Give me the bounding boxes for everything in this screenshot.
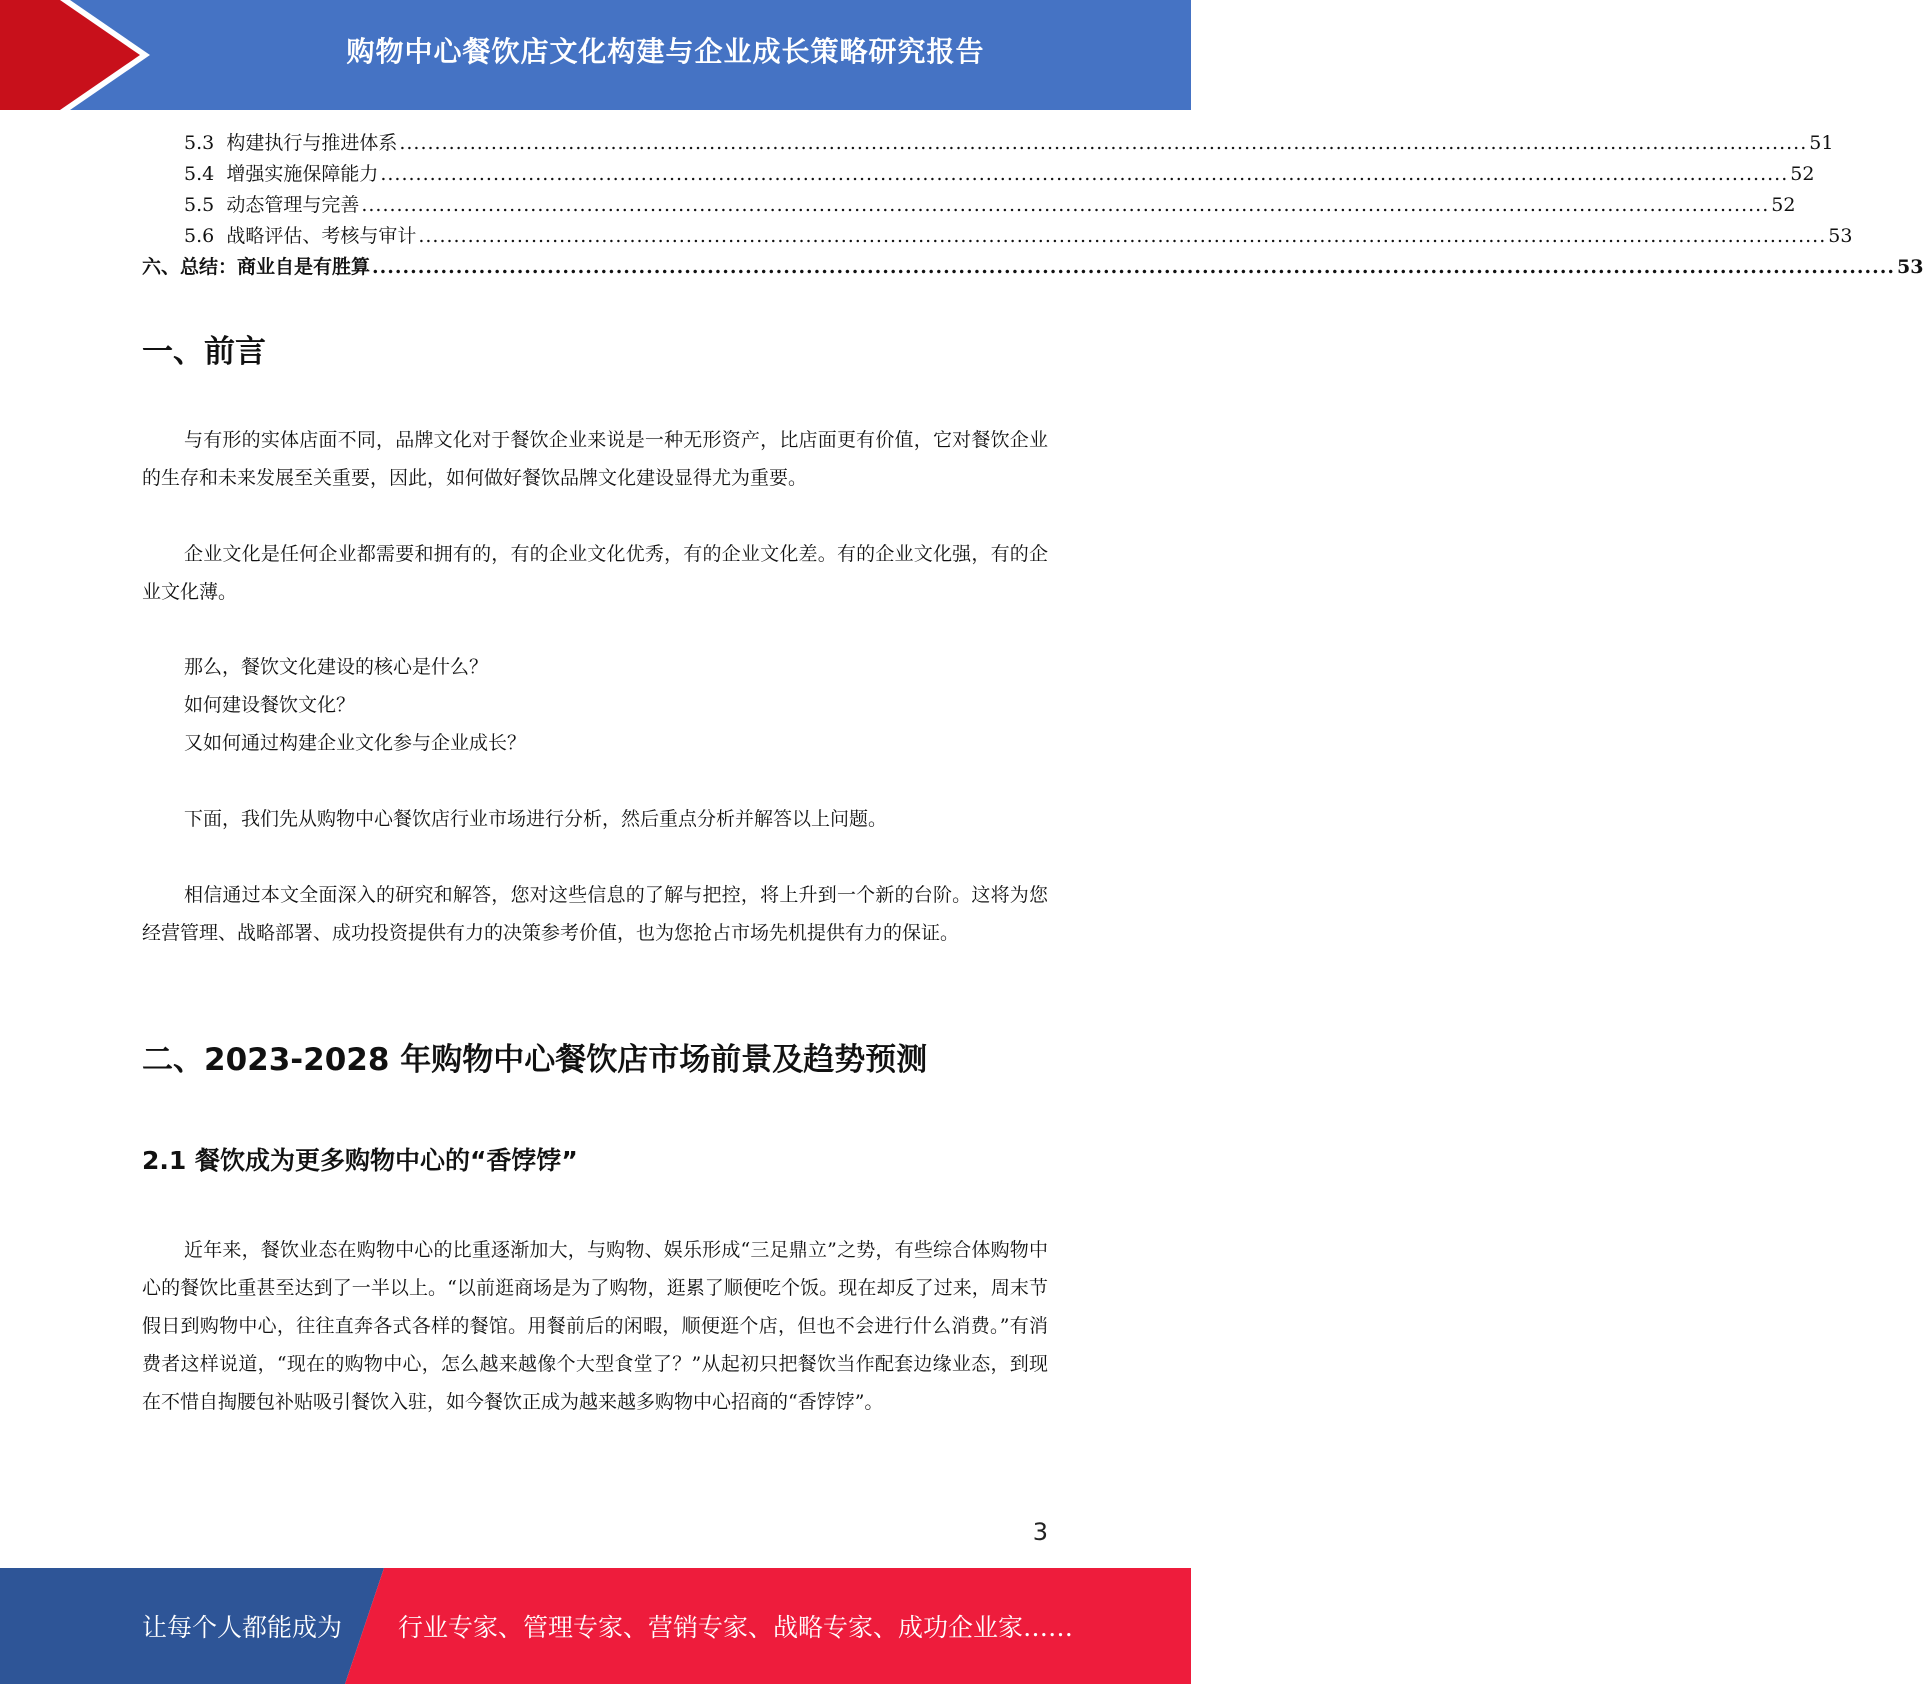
footer-slogan-left: 让每个人都能成为 xyxy=(142,1613,343,1642)
toc-leader-dots: ........................................................................................................................................................................................................ xyxy=(399,132,1808,154)
toc-entry[interactable] xyxy=(142,159,1815,190)
paragraph: 近年来，餐饮业态在购物中心的比重逐渐加大，与购物、娱乐形成“三足鼎立”之势，有些综合体购物中心的餐饮比重甚至达到了一半以上。“以前逛商场是为了购物，逛累了顺便吃个饭。现在却反了过来，周末节假日到购物中心，往往直奔各式各样的餐馆。用餐前后的闲暇，顺便逛个店，但也不会进行什么消费。”有消费者这样说道，“现在的购物中心，怎么越来越像个大型食堂了？”从起初只把餐饮当作配套边缘业态，到现在不惜自掏腰包补贴吸引餐饮入驻，如今餐饮正成为越来越多购物中心招商的“香饽饽”。 xyxy=(142,1239,1048,1413)
toc-entry-label: 5.5 动态管理与完善 xyxy=(184,194,360,216)
section-heading: 二、2023-2028 年购物中心餐饮店市场前景及趋势预测 xyxy=(142,1042,928,1078)
toc-entry-label: 5.6 战略评估、考核与审计 xyxy=(184,225,417,247)
table-of-contents xyxy=(142,128,1923,283)
page-footer xyxy=(0,1568,1191,1684)
preface-paragraph xyxy=(142,535,1048,611)
paragraph: 下面，我们先从购物中心餐饮店行业市场进行分析，然后重点分析并解答以上问题。 xyxy=(184,808,888,830)
page-header xyxy=(0,0,1191,110)
subsection-paragraph xyxy=(142,1231,1048,1421)
header-title: 购物中心餐饮店文化构建与企业成长策略研究报告 xyxy=(346,35,985,68)
toc-page-number: 52 xyxy=(1790,163,1815,185)
paragraph: 企业文化是任何企业都需要和拥有的，有的企业文化优秀，有的企业文化差。有的企业文化强，有的企业文化薄。 xyxy=(142,543,1048,603)
toc-page-number: 51 xyxy=(1809,132,1834,154)
page-number: 3 xyxy=(1032,1518,1048,1546)
toc-entry-chapter[interactable] xyxy=(142,252,1923,283)
toc-entry[interactable] xyxy=(142,128,1834,159)
toc-entry-label: 六、总结：商业自是有胜算 xyxy=(142,256,371,278)
toc-page-number: 52 xyxy=(1771,194,1796,216)
footer-slogan-right: 行业专家、管理专家、营销专家、战略专家、成功企业家…… xyxy=(398,1613,1074,1642)
paragraph: 相信通过本文全面深入的研究和解答，您对这些信息的了解与把控，将上升到一个新的台阶。这将为您经营管理、战略部署、成功投资提供有力的决策参考价值，也为您抢占市场先机提供有力的保证。 xyxy=(142,884,1048,944)
subsection-heading: 2.1 餐饮成为更多购物中心的“香饽饽” xyxy=(142,1146,578,1175)
toc-entry-label: 5.3 构建执行与推进体系 xyxy=(184,132,398,154)
section-heading: 一、前言 xyxy=(142,334,266,370)
question-line: 又如何通过构建企业文化参与企业成长？ xyxy=(184,732,527,754)
toc-leader-dots: ........................................................................................................................................................................................................ xyxy=(372,256,1895,278)
toc-leader-dots: ........................................................................................................................................................................................................ xyxy=(418,225,1827,247)
question-line: 那么，餐饮文化建设的核心是什么？ xyxy=(184,656,489,678)
preface-paragraph xyxy=(142,876,1048,952)
toc-entry-label: 5.4 增强实施保障能力 xyxy=(184,163,379,185)
question-line: 如何建设餐饮文化？ xyxy=(184,694,356,716)
question-list xyxy=(142,648,1048,762)
paragraph: 与有形的实体店面不同，品牌文化对于餐饮企业来说是一种无形资产，比店面更有价值，它对餐饮企业的生存和未来发展至关重要，因此，如何做好餐饮品牌文化建设显得尤为重要。 xyxy=(142,429,1048,489)
section-preface-heading-block xyxy=(142,326,1048,371)
toc-page-number: 53 xyxy=(1828,225,1853,247)
toc-leader-dots: ........................................................................................................................................................................................................ xyxy=(361,194,1770,216)
preface-paragraph xyxy=(142,800,1048,838)
toc-entry[interactable] xyxy=(142,221,1853,252)
preface-paragraph xyxy=(142,421,1048,497)
section-forecast-heading-block xyxy=(142,1034,1048,1079)
subsection-heading-block xyxy=(142,1141,1048,1177)
toc-leader-dots: ........................................................................................................................................................................................................ xyxy=(380,163,1789,185)
toc-entry[interactable] xyxy=(142,190,1796,221)
toc-page-number: 53 xyxy=(1896,256,1923,278)
